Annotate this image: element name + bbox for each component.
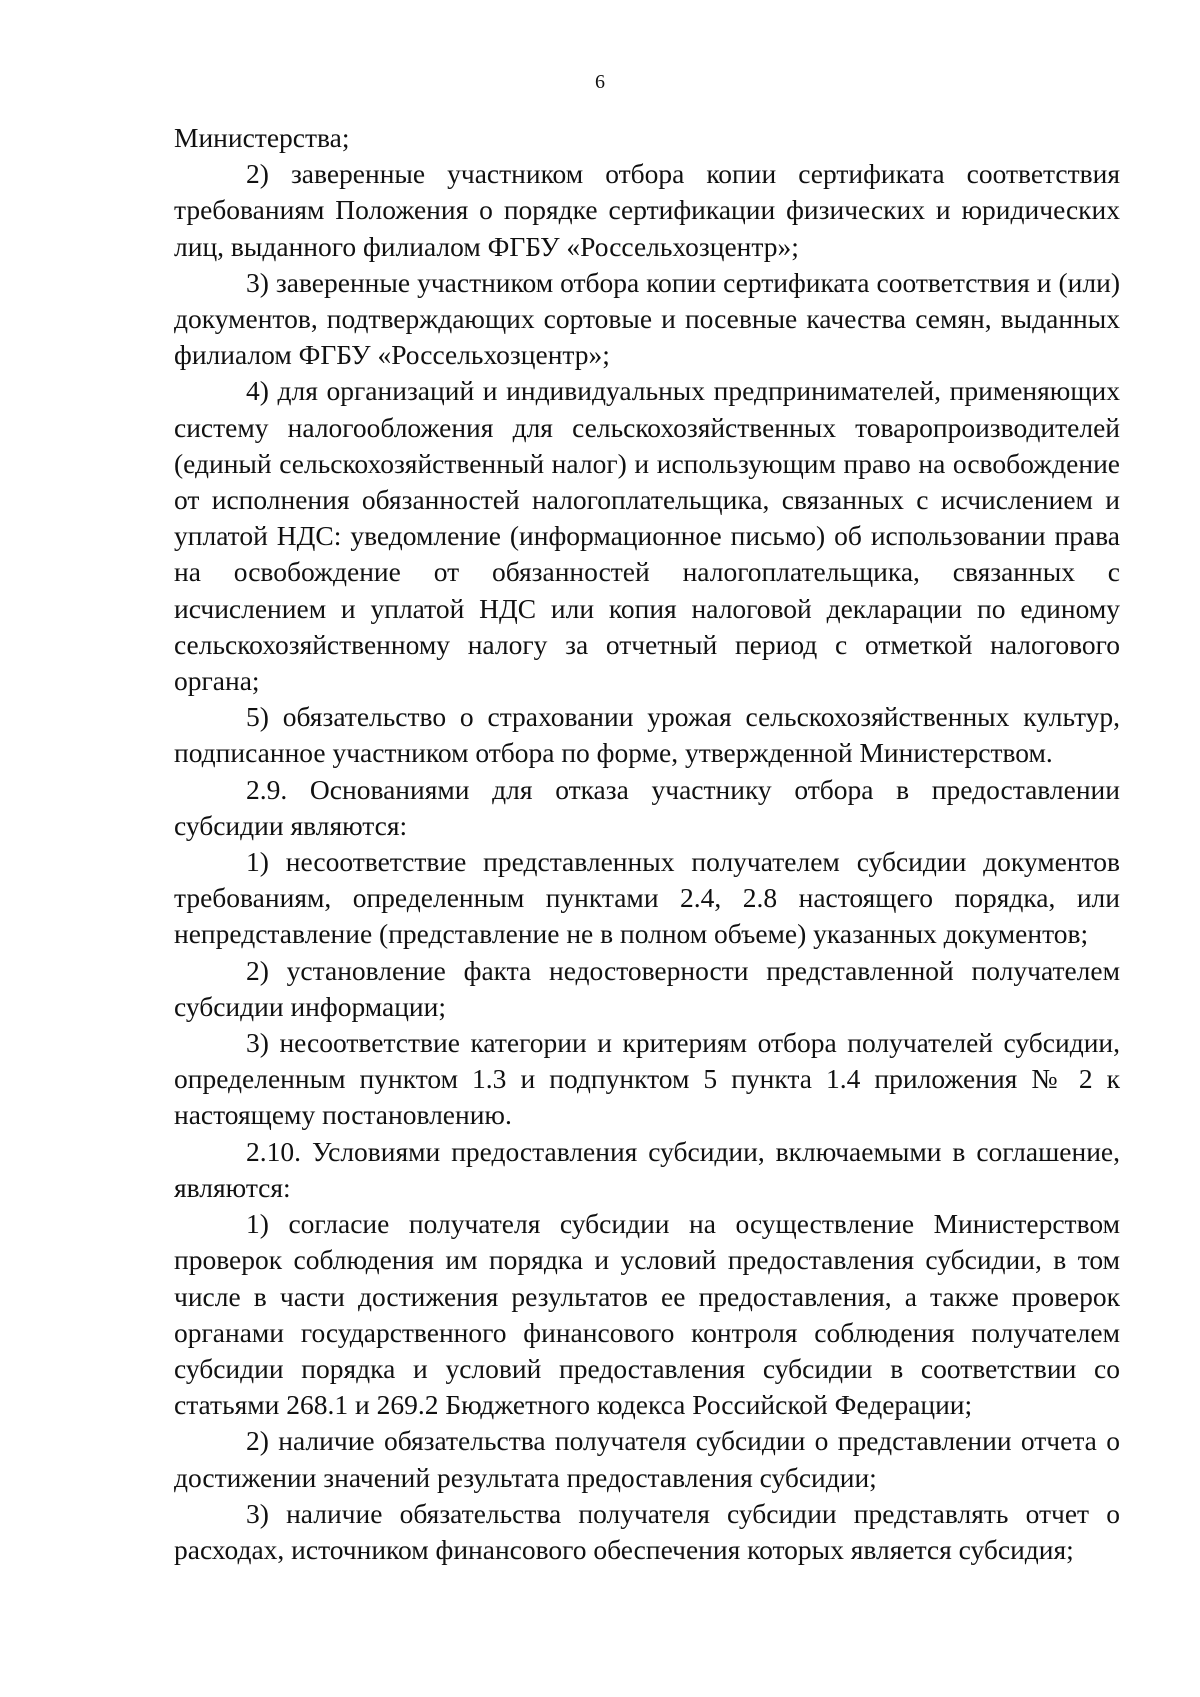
paragraph-refusal-item-2: 2) установление факта недостоверности представленной получателем субсидии информации; [174,954,1120,1022]
paragraph-item-3-seed-quality-documents: 3) заверенные участником отбора копии сертификата соответствия и (или) документов, подтверждающих сортовые и посевные качества семян, выданных филиалом ФГБУ «Россельхозцентр»; [174,266,1120,371]
paragraph-refusal-item-1: 1) несоответствие представленных получателем субсидии документов требованиям, определенным пунктами 2.4, 2.8 настоящего порядка, или непредставление (представление не в полном объеме) указанных документов; [174,846,1120,950]
paragraph-ministry-ending: Министерства; [174,122,350,153]
paragraph-item-2-certificate-copies: 2) заверенные участником отбора копии сертификата соответствия требованиям Положения о порядке сертификации физических и юридических лиц, выданного филиалом ФГБУ «Россельхозцентр»; [174,158,1120,262]
paragraph-2-10-conditions: 2.10. Условиями предоставления субсидии, включаемыми в соглашение, являются: [174,1135,1120,1203]
page-number: 6 [595,71,605,93]
document-body [174,120,1120,1568]
paragraph-condition-item-2: 2) наличие обязательства получателя субсидии о представлении отчета о достижении значений результата предоставления субсидии; [174,1425,1120,1493]
paragraph-condition-item-1: 1) согласие получателя субсидии на осуществление Министерством проверок соблюдения им порядка и условий предоставления субсидии, в том числе в части достижения результатов ее предоставления, а также проверок органами государственного финансового контроля соблюдения получателем субсидии порядка и условий предоставления субсидии в соответствии со статьями 268.1 и 269.2 Бюджетного кодекса Российской Федерации; [174,1208,1120,1421]
paragraph-item-4-tax-notification: 4) для организаций и индивидуальных предпринимателей, применяющих систему налогообложения для сельскохозяйственных товаропроизводителей (единый сельскохозяйственный налог) и использующим право на освобождение от исполнения обязанностей налогоплательщика, связанных с исчислением и уплатой НДС: уведомление (информационное письмо) об использовании права на освобождение от обязанностей налогоплательщика, связанных с исчислением и уплатой НДС или копия налоговой декларации по единому сельскохозяйственному налогу за отчетный период с отметкой налогового органа; [174,375,1120,697]
paragraph-refusal-item-3: 3) несоответствие категории и критериям отбора получателей субсидии, определенным пунктом 1.3 и подпунктом 5 пункта 1.4 приложения № 2 к настоящему постановлению. [174,1027,1120,1131]
paragraph-item-5-insurance-obligation: 5) обязательство о страховании урожая сельскохозяйственных культур, подписанное участником отбора по форме, утвержденной Министерством. [174,701,1120,769]
paragraph-2-9-refusal-grounds: 2.9. Основаниями для отказа участнику отбора в предоставлении субсидии являются: [174,773,1120,841]
paragraph-condition-item-3: 3) наличие обязательства получателя субсидии представлять отчет о расходах, источником финансового обеспечения которых является субсидия; [174,1497,1120,1565]
